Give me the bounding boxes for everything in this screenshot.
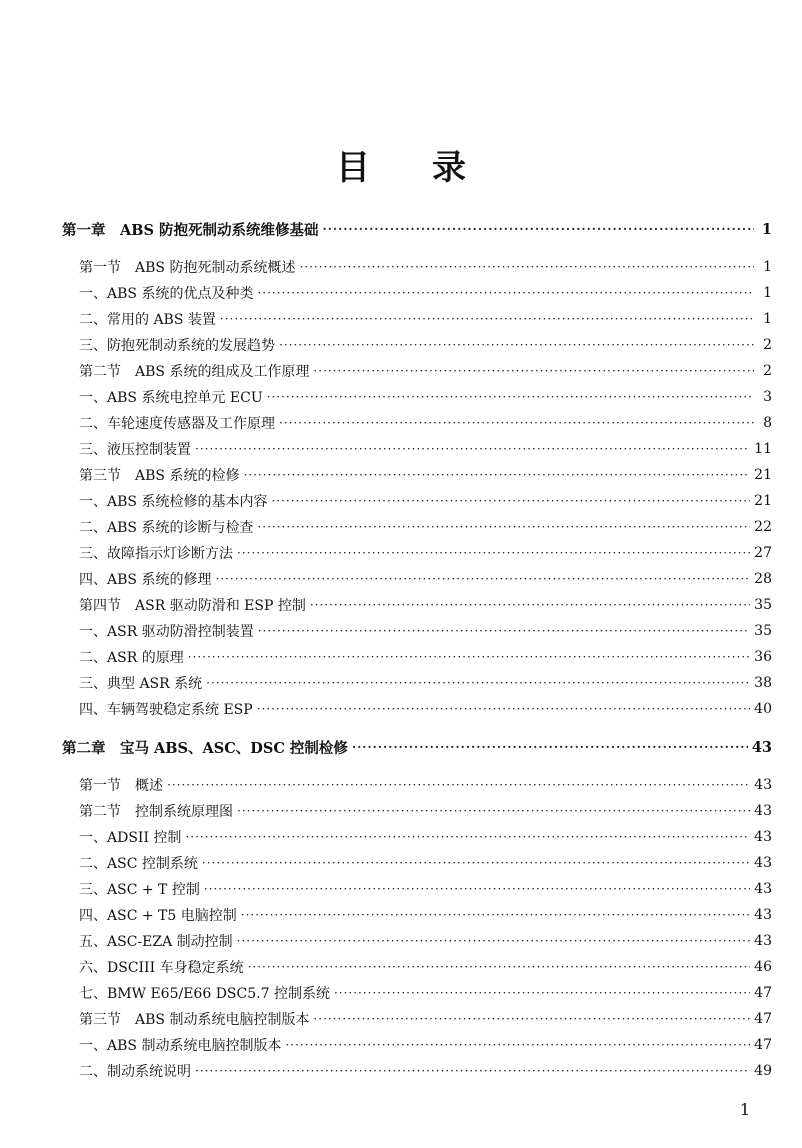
- toc-entry-label: 三、液压控制装置: [79, 442, 191, 458]
- toc-entry-label: 七、BMW E65/E66 DSC5.7 控制系统: [79, 986, 330, 1002]
- toc-item: [0, 566, 802, 592]
- leader-dots: [185, 831, 750, 843]
- toc-entry-page: 3: [763, 389, 772, 405]
- toc-entry-label: 一、ASR 驱动防滑控制装置: [79, 624, 254, 640]
- toc-entry-label: 一、ABS 制动系统电脑控制版本: [79, 1038, 282, 1054]
- toc-entry-label: 第三节 ABS 系统的检修: [79, 468, 240, 484]
- leader-dots: [258, 625, 750, 637]
- toc-item: [0, 332, 802, 358]
- toc-section: [0, 1006, 802, 1032]
- leader-dots: [241, 909, 750, 921]
- toc-chapter: [0, 734, 802, 760]
- toc-entry-label: 二、车轮速度传感器及工作原理: [79, 416, 275, 432]
- toc-entry-page: 47: [754, 985, 772, 1001]
- leader-dots: [257, 703, 750, 715]
- page-title: [0, 140, 802, 189]
- toc-item: [0, 670, 802, 696]
- toc-item: [0, 384, 802, 410]
- toc-entry-page: 43: [751, 738, 772, 756]
- leader-dots: [334, 987, 750, 999]
- toc-entry-page: 49: [754, 1063, 772, 1079]
- toc-section: [0, 358, 802, 384]
- toc-item: [0, 410, 802, 436]
- leader-dots: [188, 651, 750, 663]
- toc-entry-page: 47: [754, 1037, 772, 1053]
- toc-item: [0, 436, 802, 462]
- leader-dots: [195, 443, 750, 455]
- toc-entry-label: 一、ADSII 控制: [79, 830, 182, 846]
- toc-entry-page: 38: [754, 675, 772, 691]
- leader-dots: [237, 805, 750, 817]
- toc-item: [0, 514, 802, 540]
- toc-entry-label: 三、典型 ASR 系统: [79, 676, 203, 692]
- toc-entry-page: 21: [754, 467, 772, 483]
- toc-entry-page: 35: [754, 623, 772, 639]
- toc-entry-page: 22: [754, 519, 772, 535]
- toc-item: [0, 618, 802, 644]
- toc-item: [0, 928, 802, 954]
- toc-item: [0, 540, 802, 566]
- toc-entry-label: 四、ASC + T5 电脑控制: [79, 908, 237, 924]
- toc-entry-page: 47: [754, 1011, 772, 1027]
- leader-dots: [237, 935, 751, 947]
- toc-entry-label: 一、ABS 系统检修的基本内容: [79, 494, 268, 510]
- toc-entry-page: 11: [754, 441, 772, 457]
- leader-dots: [352, 741, 748, 753]
- leader-dots: [257, 521, 750, 533]
- toc-entry-label: 一、ABS 系统的优点及种类: [79, 286, 254, 302]
- toc-entry-label: 二、ABS 系统的诊断与检查: [79, 520, 254, 536]
- toc-entry-label: 三、故障指示灯诊断方法: [79, 546, 233, 562]
- toc-item: [0, 850, 802, 876]
- title-char-1: 目: [336, 148, 370, 188]
- leader-dots: [313, 1013, 750, 1025]
- leader-dots: [167, 779, 750, 791]
- toc-item: [0, 824, 802, 850]
- leader-dots: [195, 1065, 750, 1077]
- toc-entry-page: 40: [754, 701, 772, 717]
- leader-dots: [285, 1039, 750, 1051]
- toc-section: [0, 254, 802, 280]
- toc-entry-page: 28: [754, 571, 772, 587]
- toc-entry-label: 第二节 控制系统原理图: [79, 804, 233, 820]
- toc-entry-label: 三、ASC + T 控制: [79, 882, 200, 898]
- toc-entry-label: 第一节 ABS 防抱死制动系统概述: [79, 260, 296, 276]
- page-number: 1: [739, 1100, 750, 1119]
- leader-dots: [243, 469, 750, 481]
- leader-dots: [299, 261, 754, 273]
- toc-item: [0, 306, 802, 332]
- leader-dots: [257, 287, 754, 299]
- toc-entry-page: 43: [754, 933, 772, 949]
- toc-entry-page: 35: [754, 597, 772, 613]
- toc-entry-label: 第一节 概述: [79, 778, 163, 794]
- leader-dots: [323, 223, 754, 235]
- leader-dots: [279, 339, 754, 351]
- leader-dots: [220, 313, 754, 325]
- toc-entry-page: 1: [763, 259, 772, 275]
- toc-entry-page: 27: [754, 545, 772, 561]
- leader-dots: [313, 365, 754, 377]
- title-char-2: 录: [432, 148, 466, 188]
- toc-item: [0, 644, 802, 670]
- toc-entry-page: 43: [754, 803, 772, 819]
- toc-entry-page: 43: [754, 881, 772, 897]
- toc-entry-page: 43: [754, 907, 772, 923]
- toc-item: [0, 1058, 802, 1084]
- toc-entry-label: 二、制动系统说明: [79, 1064, 191, 1080]
- toc-entry-page: 8: [763, 415, 772, 431]
- toc-entry-label: 第二章 宝马 ABS、ASC、DSC 控制检修: [62, 739, 348, 757]
- toc-item: [0, 954, 802, 980]
- toc-entry-label: 六、DSCIII 车身稳定系统: [79, 960, 244, 976]
- leader-dots: [237, 547, 750, 559]
- toc-entry-page: 21: [754, 493, 772, 509]
- toc-section: [0, 798, 802, 824]
- toc-section: [0, 772, 802, 798]
- toc-entry-page: 1: [763, 311, 772, 327]
- toc-entry-label: 四、ABS 系统的修理: [79, 572, 212, 588]
- leader-dots: [248, 961, 751, 973]
- leader-dots: [271, 495, 750, 507]
- toc-item: [0, 876, 802, 902]
- leader-dots: [267, 391, 754, 403]
- toc-item: [0, 280, 802, 306]
- toc-section: [0, 462, 802, 488]
- toc-entry-page: 46: [754, 959, 772, 975]
- toc-item: [0, 1032, 802, 1058]
- toc-entry-label: 一、ABS 系统电控单元 ECU: [79, 390, 263, 406]
- toc-item: [0, 488, 802, 514]
- toc-entry-label: 二、ASC 控制系统: [79, 856, 198, 872]
- toc-entry-page: 2: [763, 337, 772, 353]
- toc-entry-page: 36: [754, 649, 772, 665]
- toc-entry-label: 二、常用的 ABS 装置: [79, 312, 216, 328]
- toc-entry-label: 第四节 ASR 驱动防滑和 ESP 控制: [79, 598, 306, 614]
- toc-entry-page: 43: [754, 777, 772, 793]
- toc-entry-label: 第三节 ABS 制动系统电脑控制版本: [79, 1012, 310, 1028]
- toc-item: [0, 696, 802, 722]
- toc-chapter: [0, 216, 802, 242]
- leader-dots: [310, 599, 750, 611]
- toc-entry-page: 43: [754, 855, 772, 871]
- toc-entry-page: 1: [763, 285, 772, 301]
- toc-entry-page: 2: [763, 363, 772, 379]
- toc-entry-label: 二、ASR 的原理: [79, 650, 184, 666]
- leader-dots: [204, 883, 750, 895]
- toc-entry-label: 第二节 ABS 系统的组成及工作原理: [79, 364, 310, 380]
- leader-dots: [202, 857, 750, 869]
- toc-entry-page: 1: [761, 220, 772, 238]
- toc-entry-label: 四、车辆驾驶稳定系统 ESP: [79, 702, 253, 718]
- leader-dots: [279, 417, 754, 429]
- toc-entry-label: 三、防抱死制动系统的发展趋势: [79, 338, 275, 354]
- leader-dots: [215, 573, 750, 585]
- toc-entry-label: 第一章 ABS 防抱死制动系统维修基础: [62, 221, 319, 239]
- toc-item: [0, 980, 802, 1006]
- toc-item: [0, 902, 802, 928]
- leader-dots: [206, 677, 750, 689]
- toc-section: [0, 592, 802, 618]
- toc-entry-label: 五、ASC-EZA 制动控制: [79, 934, 233, 950]
- toc-entry-page: 43: [754, 829, 772, 845]
